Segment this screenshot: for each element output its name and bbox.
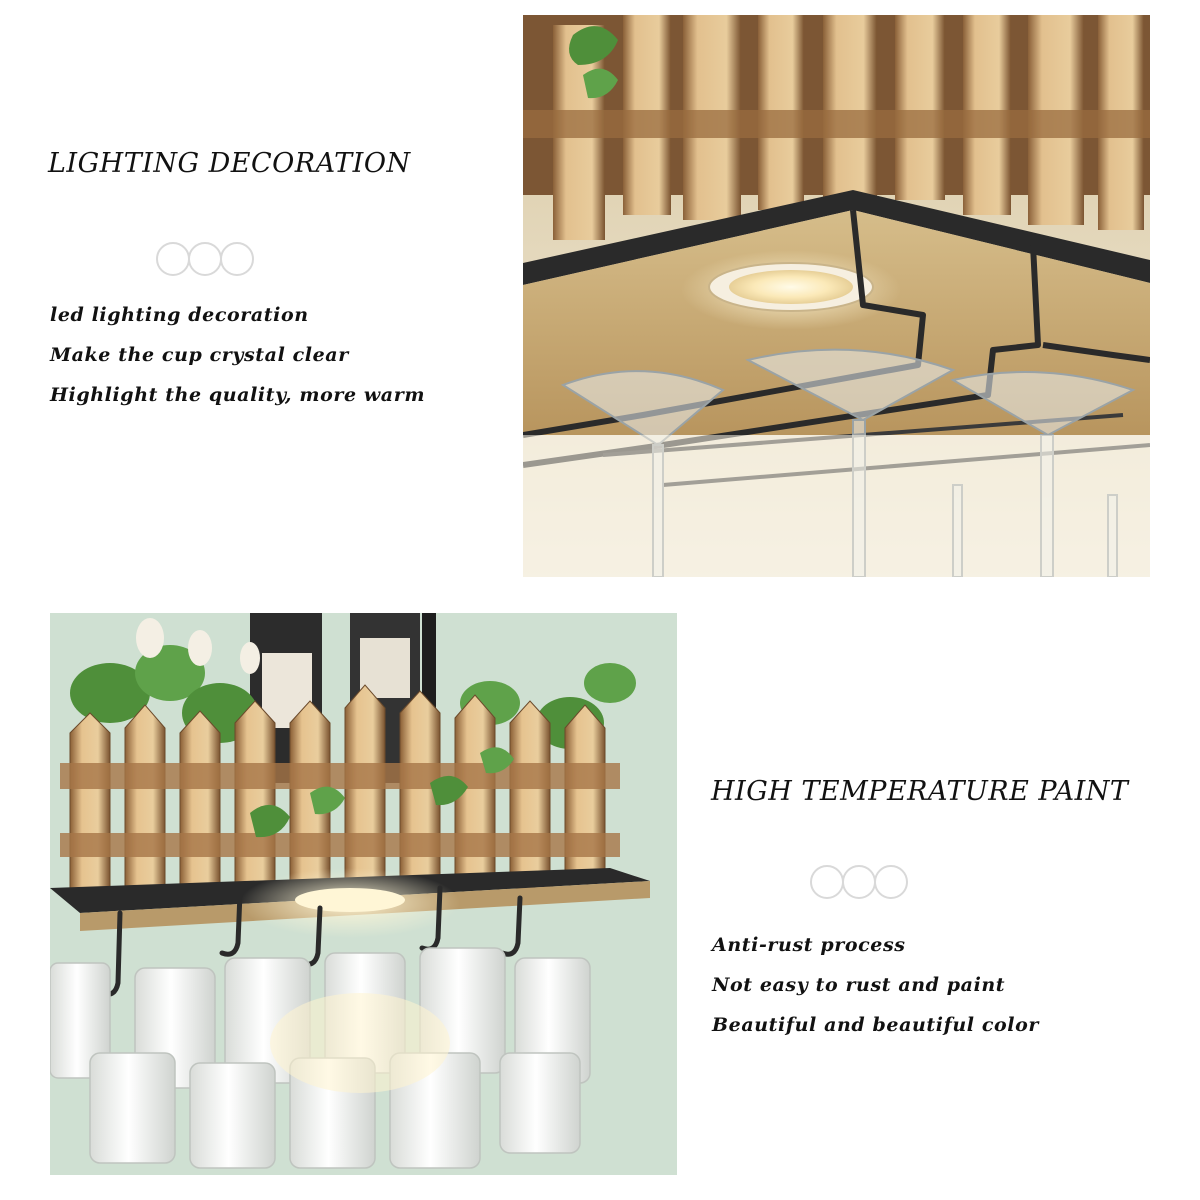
feature-line: Highlight the quality, more warm xyxy=(50,384,426,406)
decorative-circles xyxy=(156,242,252,276)
mug-rack-photo xyxy=(50,613,677,1175)
lighting-features-list xyxy=(50,295,425,415)
paint-features-list xyxy=(712,925,1039,1045)
feature-line: Anti-rust process xyxy=(712,934,906,956)
circle-icon xyxy=(874,865,908,899)
high-temperature-paint-title: HIGH TEMPERATURE PAINT xyxy=(711,776,1129,807)
feature-line: led lighting decoration xyxy=(50,304,309,326)
feature-line: Not easy to rust and paint xyxy=(712,974,1006,996)
circle-icon xyxy=(810,865,844,899)
circle-icon xyxy=(156,242,190,276)
lighting-decoration-title: LIGHTING DECORATION xyxy=(48,148,411,179)
circle-icon xyxy=(220,242,254,276)
decorative-circles xyxy=(810,865,906,899)
circle-icon xyxy=(188,242,222,276)
wine-glass-rack-photo xyxy=(523,15,1150,577)
feature-line: Beautiful and beautiful color xyxy=(712,1014,1039,1036)
feature-line: Make the cup crystal clear xyxy=(50,344,349,366)
circle-icon xyxy=(842,865,876,899)
